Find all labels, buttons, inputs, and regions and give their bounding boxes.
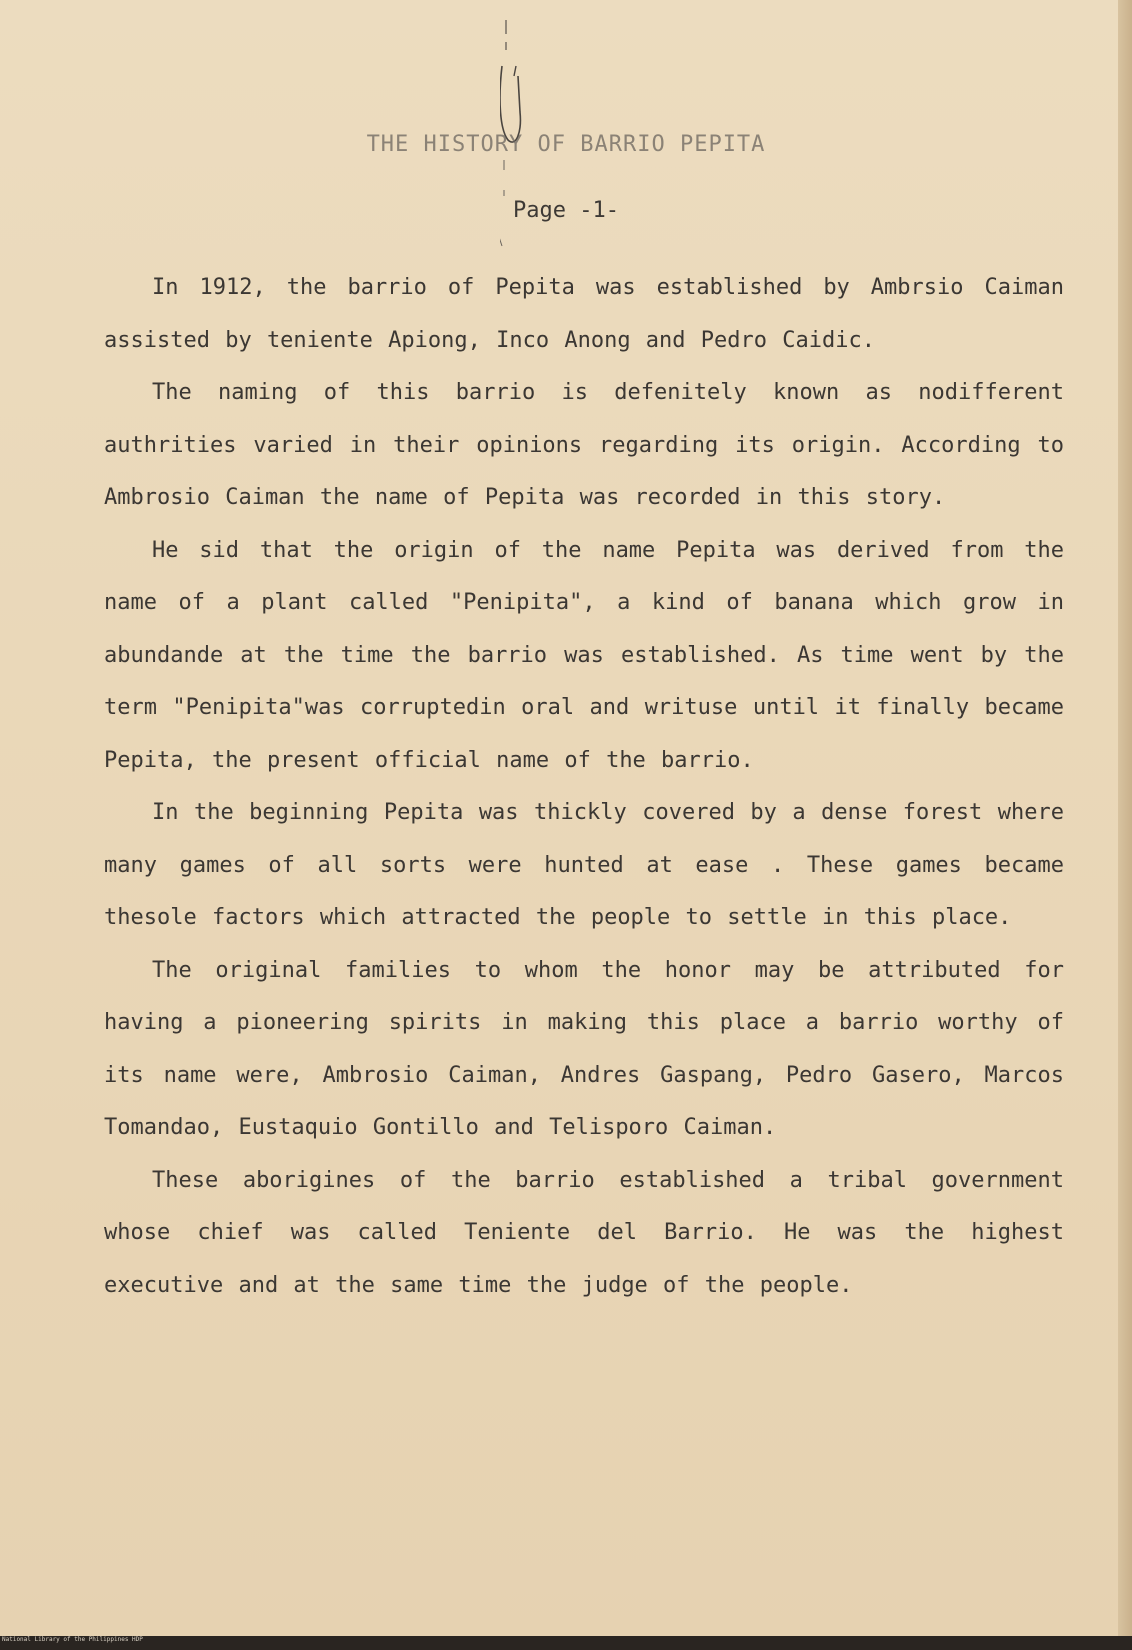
scan-footer-text: National Library of the Philippines HDP [2, 1636, 143, 1643]
page-number: Page -1- [513, 198, 619, 223]
scan-footer-strip [0, 1636, 1132, 1650]
paragraph-origin-of-name: He sid that the origin of the name Pepita was derived from the name of a plant called "Penipita", a kind of banana which grow in abundande at the time the barrio was established. As time went by the term "Penipita"was corruptedin oral and writuse until it finally became Pepita, the present official name of the barrio. [104, 537, 1064, 773]
paragraph-government: These aborigines of the barrio established a tribal government whose chief was called Teniente del Barrio. He was the highest executive and at the same time the judge of the people. [104, 1167, 1064, 1298]
page-edge-shadow [1118, 0, 1132, 1650]
document-body [104, 262, 1064, 1312]
paragraph-establishment: In 1912, the barrio of Pepita was established by Ambrsio Caiman assisted by teniente Apiong, Inco Anong and Pedro Caidic. [104, 275, 1064, 353]
paragraph-naming: The naming of this barrio is defenitely known as nodifferent authrities varied in their opinions regarding its origin. According to Ambrosio Caiman the name of Pepita was recorded in this story. [104, 380, 1064, 510]
document-title: THE HISTORY OF BARRIO PEPITA [366, 132, 766, 157]
paragraph-forest: In the beginning Pepita was thickly covered by a dense forest where many games of all sorts were hunted at ease . These games became thesole factors which attracted the people to settle in this place. [104, 800, 1064, 930]
paragraph-original-families: The original families to whom the honor may be attributed for having a pioneering spirits in making this place a barrio worthy of its name were, Ambrosio Caiman, Andres Gaspang, Pedro Gasero, Marcos Tomandao, Eustaquio Gontillo and Telisporo Caiman. [104, 957, 1064, 1140]
